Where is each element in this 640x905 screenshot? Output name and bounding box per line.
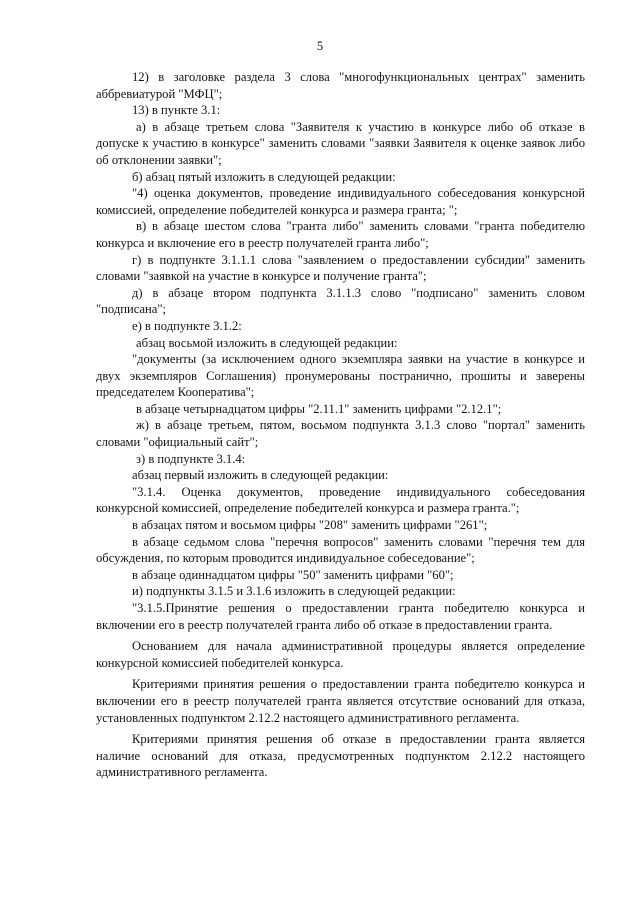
paragraph-quote-documents: "документы (за исключением одного экземпляра заявки на участие в конкурсе и двух экземпляров Соглашения) пронумерованы постранично, прошиты и заверены председателем Кооператива"; [96,352,585,400]
paragraph-quote-4: "4) оценка документов, проведение индивидуального собеседования конкурсной комиссией, определение победителей конкурса и размера гранта; "; [96,186,585,217]
paragraph-abzac-7: в абзаце седьмом слова "перечня вопросов" заменить словами "перечня тем для обсуждения, по которым проводится индивидуальное собеседование"; [96,534,585,566]
paragraph-abzac-11: в абзаце одиннадцатом цифры "50" заменить цифрами "60"; [132,567,454,582]
paragraph-subitem-z: з) в подпункте 3.1.4: [136,451,246,466]
paragraph-abzac-14: в абзаце четырнадцатом цифры "2.11.1" заменить цифрами "2.12.1"; [136,401,502,416]
paragraph-item-12: 12) в заголовке раздела 3 слова "многофункциональных центрах" заменить аббревиатурой "МФЦ"; [96,70,585,101]
paragraph-quote-3-1-4: "3.1.4. Оценка документов, проведение индивидуального собеседования конкурсной комиссией, определение победителей конкурса и размера гранта."; [96,484,585,516]
paragraph-abzac-5-8: в абзацах пятом и восьмом цифры "208" заменить цифрами "261"; [132,518,488,533]
paragraph-subitem-i: и) подпункты 3.1.5 и 3.1.6 изложить в следующей редакции: [132,584,456,599]
paragraph-quote-3-1-5: "3.1.5.Принятие решения о предоставлении гранта победителю конкурса и включении его в реестр получателей гранта либо об отказе в предоставлении гранта. [96,601,585,632]
paragraph-subitem-zh: ж) в абзаце третьем, пятом, восьмом подпункта 3.1.3 слово "портал" заменить словами "официальный сайт"; [96,418,585,450]
paragraph-basis: Основанием для начала административной процедуры является определение конкурсной комиссией победителей конкурса. [96,639,585,670]
paragraph-subitem-e: е) в подпункте 3.1.2: [132,318,242,333]
paragraph-subitem-b: б) абзац пятый изложить в следующей редакции: [132,169,396,184]
paragraph-subitem-d: д) в абзаце втором подпункта 3.1.1.3 слово "подписано" заменить словом "подписана"; [96,285,585,317]
paragraph-subitem-a: а) в абзаце третьем слова "Заявителя к участию в конкурсе либо об отказе в допуске к участию в конкурсе" заменить словами "заявки Заявителя к оценке заявок либо об отклонении заявки"; [96,119,585,167]
paragraph-abzac-8: абзац восьмой изложить в следующей редакции: [136,335,398,350]
paragraph-subitem-v: в) в абзаце шестом слова "гранта либо" заменить словами "гранта победителю конкурса и включение его в реестр получателей гранта либо"; [96,219,585,250]
document-body [96,69,585,781]
paragraph-subitem-g: г) в подпункте 3.1.1.1 слова "заявлением о предоставлении субсидии" заменить словами "заявкой на участие в конкурсе и получение гранта"; [96,252,585,284]
paragraph-item-13: 13) в пункте 3.1: [132,103,221,118]
paragraph-criteria-refusal: Критериями принятия решения об отказе в предоставлении гранта является наличие оснований для отказа, предусмотренных подпунктом 2.12.2 настоящего административного регламента. [96,732,585,780]
paragraph-abzac-1: абзац первый изложить в следующей редакции: [132,468,389,483]
paragraph-criteria-grant: Критериями принятия решения о предоставлении гранта победителю конкурса и включении его в реестр получателей гранта является отсутствие оснований для отказа, установленных подпунктом 2.12.2 настоящего административного регламента. [96,677,585,725]
page-number: 5 [316,39,324,53]
